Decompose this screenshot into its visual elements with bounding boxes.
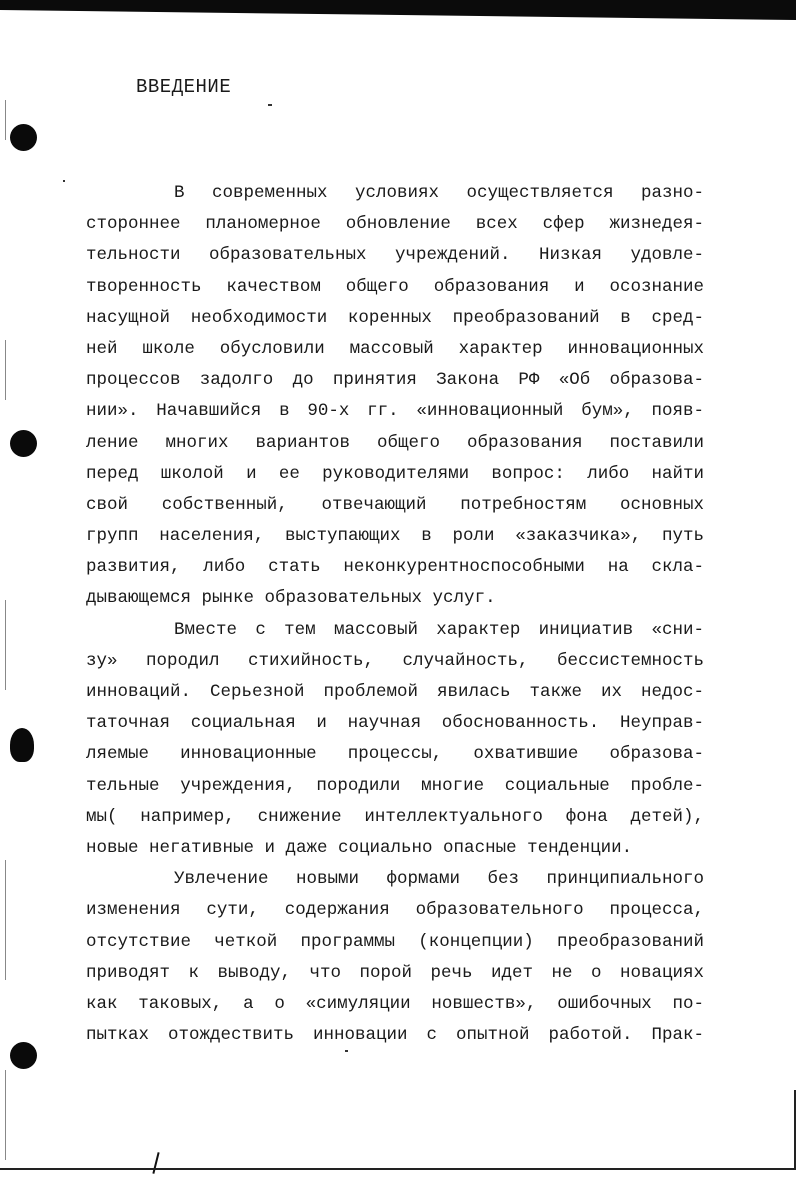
text-line: процессов задолго до принятия Закона РФ «Об образова- bbox=[86, 370, 704, 391]
punch-hole bbox=[10, 430, 37, 457]
text-line: стороннее планомерное обновление всех сфер жизнедея- bbox=[86, 214, 704, 235]
text-line: изменения сути, содержания образовательного процесса, bbox=[86, 900, 704, 921]
text-line: развития, либо стать неконкурентноспособными на скла- bbox=[86, 557, 704, 578]
text-line: отсутствие четкой программы (концепции) преобразований bbox=[86, 931, 704, 952]
text-line: перед школой и ее руководителями вопрос: либо найти bbox=[86, 463, 704, 484]
text-line: инноваций. Серьезной проблемой явилась также их недос- bbox=[86, 682, 704, 702]
text-line: ней школе обусловили массовый характер инновационных bbox=[86, 338, 704, 359]
text-line: нии». Начавшийся в 90-х гг. «инновационный бум», появ- bbox=[86, 401, 704, 422]
text-line: таточная социальная и научная обоснованность. Неуправ- bbox=[86, 713, 704, 734]
text-line: Вместе с тем массовый характер инициатив «сни- bbox=[174, 619, 704, 640]
text-line: ление многих вариантов общего образования поставили bbox=[86, 432, 704, 453]
text-line: творенность качеством общего образования и осознание bbox=[86, 276, 704, 297]
scan-margin-line bbox=[5, 860, 6, 980]
punch-hole bbox=[10, 728, 34, 762]
scan-speck bbox=[63, 180, 65, 182]
body-text bbox=[86, 178, 704, 1051]
text-line: насущной необходимости коренных преобразований в сред- bbox=[86, 307, 704, 328]
text-line: новые негативные и даже социально опасные тенденции. bbox=[86, 837, 633, 858]
text-line: пытках отождествить инновации с опытной работой. Прак- bbox=[86, 1025, 704, 1046]
page-title: ВВЕДЕНИЕ bbox=[136, 76, 232, 98]
text-line: Увлечение новыми формами без принципиального bbox=[174, 869, 704, 890]
text-line: свой собственный, отвечающий потребностям основных bbox=[86, 494, 704, 515]
scan-top-border bbox=[0, 0, 796, 26]
text-line: ляемые инновационные процессы, охватившие образова- bbox=[86, 744, 704, 765]
punch-hole bbox=[10, 124, 37, 151]
text-line: групп населения, выступающих в роли «заказчика», путь bbox=[86, 526, 704, 547]
scan-speck bbox=[268, 104, 272, 106]
scan-margin-line bbox=[5, 600, 6, 690]
text-line: зу» породил стихийность, случайность, бессистемность bbox=[86, 650, 704, 671]
text-line: мы( например, снижение интеллектуального фона детей), bbox=[86, 806, 704, 827]
text-line: В современных условиях осуществляется разно- bbox=[174, 183, 704, 203]
text-line: тельности образовательных учреждений. Низкая удовле- bbox=[86, 245, 704, 266]
scan-bottom-border bbox=[0, 1168, 796, 1170]
scan-margin-line bbox=[5, 100, 6, 140]
text-line: тельные учреждения, породили многие социальные пробле- bbox=[86, 775, 704, 796]
scan-margin-line bbox=[5, 340, 6, 400]
text-line: приводят к выводу, что порой речь идет не о новациях bbox=[86, 962, 704, 983]
text-line: дывающемся рынке образовательных услуг. bbox=[86, 588, 496, 609]
scan-pen-mark bbox=[152, 1152, 159, 1174]
punch-hole bbox=[10, 1042, 37, 1069]
scan-margin-line bbox=[5, 1070, 6, 1160]
text-line: как таковых, а о «симуляции новшеств», ошибочных по- bbox=[86, 993, 704, 1014]
